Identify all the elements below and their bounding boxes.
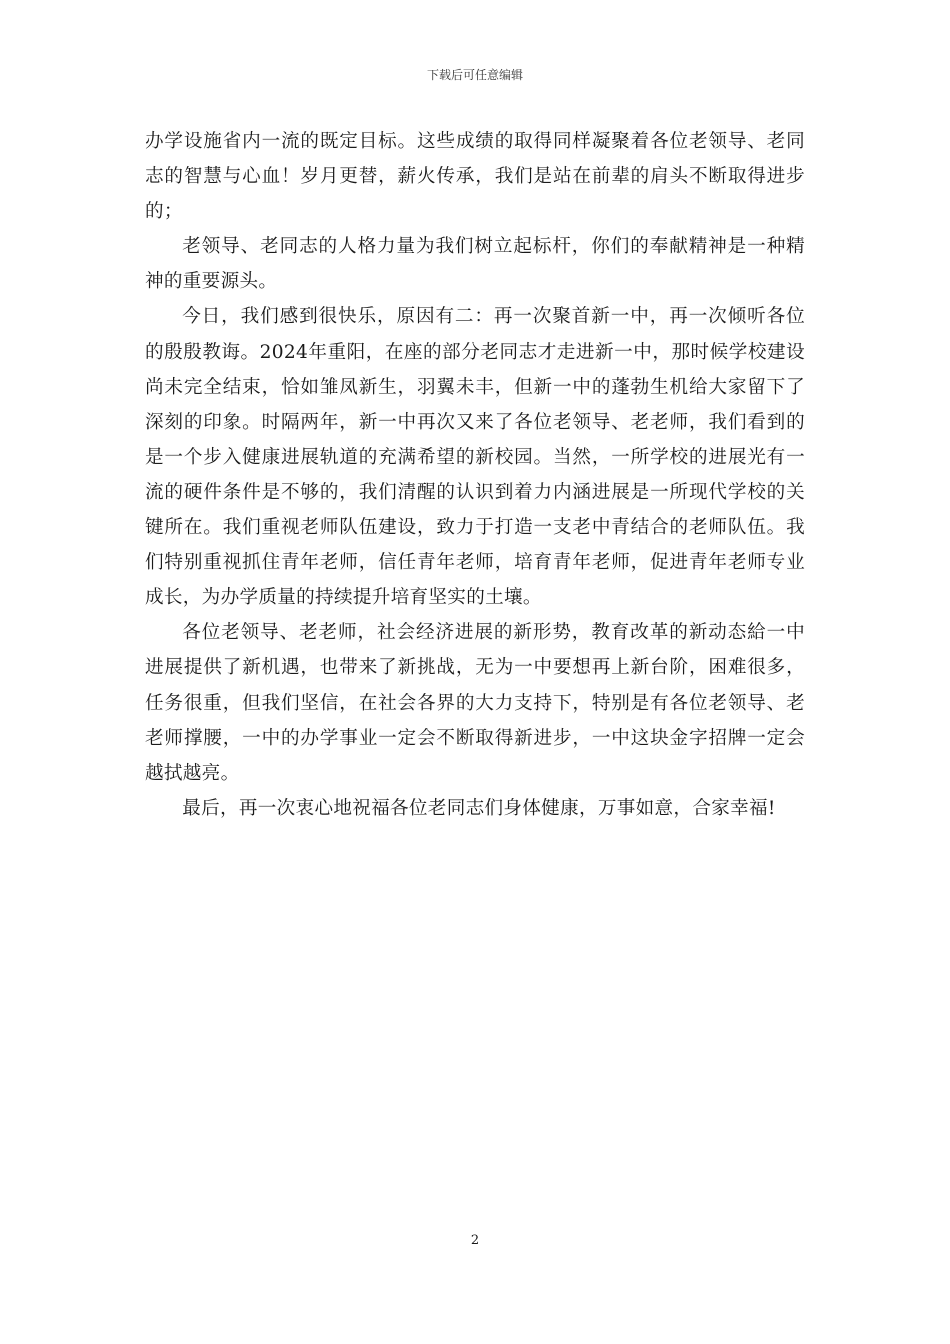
paragraph-4: 各位老领导、老老师，社会经济进展的新形势，教育改革的新动态給一中进展提供了新机遇，也带来了新挑战，无为一中要想再上新台阶，困难很多，任务很重，但我们坚信，在社会各界的大力支持下，特别是有各位老领导、老老师撑腰，一中的办学事业一定会不断取得新进步，一中这块金字招牌一定会越拭越亮。 <box>145 622 805 784</box>
document-body <box>145 124 805 826</box>
paragraph-1: 办学设施省内一流的既定目标。这些成绩的取得同样凝聚着各位老领导、老同志的智慧与心血！岁月更替，薪火传承，我们是站在前辈的肩头不断取得进步的； <box>145 131 805 223</box>
paragraph-3: 今日，我们感到很快乐，原因有二：再一次聚首新一中，再一次倾听各位的殷殷教诲。2024年重阳，在座的部分老同志才走进新一中，那时候学校建设尚未完全结束，恰如雏凤新生，羽翼未丰，但新一中的蓬勃生机给大家留下了深刻的印象。时隔两年，新一中再次又来了各位老领导、老老师，我们看到的是一个步入健康进展轨道的充满希望的新校园。当然，一所学校的进展光有一流的硬件条件是不够的，我们清醒的认识到着力内涵进展是一所现代学校的关键所在。我们重视老师队伍建设，致力于打造一支老中青结合的老师队伍。我们特别重视抓住青年老师，信任青年老师，培育青年老师，促进青年老师专业成长，为办学质量的持续提升培育坚实的土壤。 <box>145 306 805 609</box>
page-header: 下载后可任意编辑 <box>426 68 523 82</box>
paragraph-2: 老领导、老同志的人格力量为我们树立起标杆，你们的奉献精神是一种精神的重要源头。 <box>145 236 805 293</box>
paragraph-5: 最后，再一次衷心地祝福各位老同志们身体健康，万事如意，合家幸福! <box>182 797 776 819</box>
page-number: 2 <box>470 1233 480 1248</box>
